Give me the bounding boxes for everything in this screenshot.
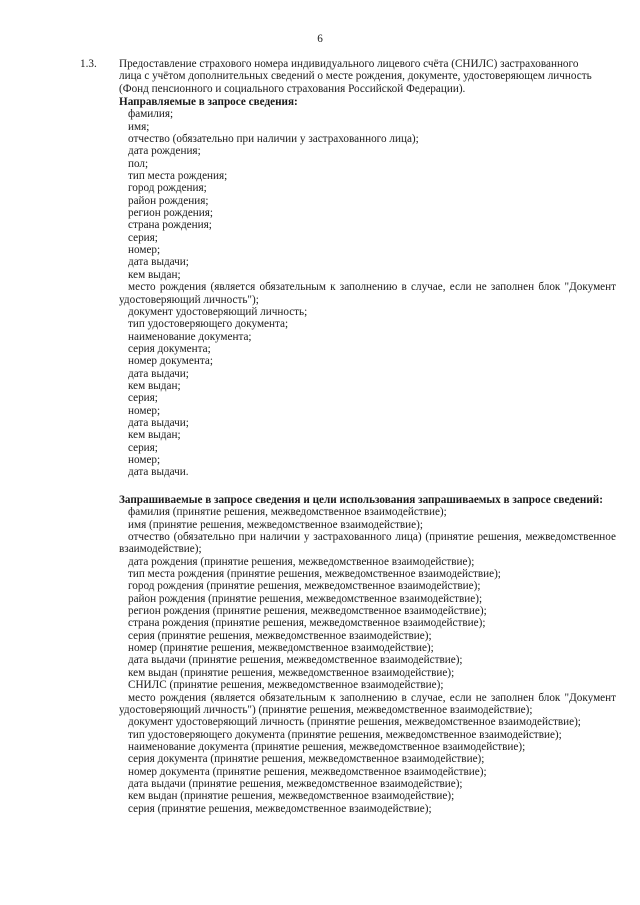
list-item: номер документа; [128, 355, 213, 368]
list-item: тип удостоверяющего документа (принятие решения, межведомственное взаимодействие); [128, 728, 562, 741]
list-item: фамилия; [128, 108, 174, 121]
list-item: город рождения (принятие решения, межведомственное взаимодействие); [128, 580, 481, 593]
list-item: дата выдачи; [128, 416, 189, 429]
requested-info-heading: Направляемые в запросе сведения: [119, 96, 298, 108]
list-item: регион рождения (принятие решения, межведомственное взаимодействие); [128, 605, 487, 618]
list-item: дата выдачи; [128, 256, 189, 269]
list-item: регион рождения; [128, 207, 214, 220]
list-item: наименование документа; [128, 330, 252, 343]
list-item: дата выдачи (принятие решения, межведомственное взаимодействие); [128, 654, 463, 667]
list-item: кем выдан; [128, 379, 181, 392]
list-item: серия (принятие решения, межведомственное взаимодействие); [128, 629, 432, 642]
page-number: 6 [317, 33, 323, 45]
list-item: дата выдачи (принятие решения, межведомственное взаимодействие); [128, 777, 463, 790]
list-item: место рождения (является обязательным к заполнению в случае, если не заполнен блок "Документ удостоверяющий личность"); [119, 281, 616, 306]
list-item: номер; [128, 244, 161, 257]
requested-info-list [119, 108, 616, 478]
list-item: тип места рождения; [128, 170, 228, 183]
list-item: отчество (обязательно при наличии у застрахованного лица) (принятие решения, межведомственное взаимодействие); [119, 531, 616, 556]
list-item: номер (принятие решения, межведомственное взаимодействие); [128, 642, 434, 655]
list-item: номер; [128, 404, 161, 417]
list-item: тип места рождения (принятие решения, межведомственное взаимодействие); [128, 568, 501, 581]
list-item: город рождения; [128, 182, 207, 195]
list-item: наименование документа (принятие решения, межведомственное взаимодействие); [128, 740, 526, 753]
queried-info-list [119, 506, 616, 815]
list-item: страна рождения; [128, 219, 212, 232]
section-number: 1.3. [80, 58, 97, 70]
list-item: дата выдачи; [128, 367, 189, 380]
list-item: отчество (обязательно при наличии у застрахованного лица); [128, 133, 419, 146]
list-item: фамилия (принятие решения, межведомственное взаимодействие); [128, 506, 447, 519]
list-item: СНИЛС (принятие решения, межведомственное взаимодействие); [128, 679, 444, 692]
list-item: кем выдан (принятие решения, межведомственное взаимодействие); [128, 666, 455, 679]
list-item: место рождения (является обязательным к заполнению в случае, если не заполнен блок "Документ удостоверяющий личность") (принятие решения, межведомственное взаимодействие); [119, 691, 616, 716]
list-item: район рождения; [128, 194, 209, 207]
list-item: пол; [128, 157, 149, 170]
list-item: дата выдачи. [128, 466, 189, 479]
list-item: серия (принятие решения, межведомственное взаимодействие); [128, 802, 432, 815]
list-item: тип удостоверяющего документа; [128, 318, 289, 331]
queried-info-heading: Запрашиваемые в запросе сведения и цели использования запрашиваемых в запросе сведений: [119, 494, 603, 506]
list-item: район рождения (принятие решения, межведомственное взаимодействие); [128, 592, 483, 605]
list-item: серия документа; [128, 342, 211, 355]
list-item: документ удостоверяющий личность (принятие решения, межведомственное взаимодействие); [128, 716, 581, 729]
list-item: кем выдан; [128, 268, 181, 281]
section-title: Предоставление страхового номера индивидуального лицевого счёта (СНИЛС) застрахованного лица с учётом дополнительных сведений о месте рождения, документе, удостоверяющем личность (Фонд пенсионного и социального страхования Российской Федерации). [119, 58, 592, 95]
list-item: документ удостоверяющий личность; [128, 305, 308, 318]
queried-info-block [119, 494, 616, 815]
list-item: серия документа (принятие решения, межведомственное взаимодействие); [128, 753, 485, 766]
list-item: номер; [128, 453, 161, 466]
list-item: кем выдан; [128, 429, 181, 442]
list-item: кем выдан (принятие решения, межведомственное взаимодействие); [128, 790, 455, 803]
list-item: серия; [128, 231, 158, 244]
list-item: номер документа (принятие решения, межведомственное взаимодействие); [128, 765, 487, 778]
requested-info-block [119, 96, 616, 479]
list-item: дата рождения (принятие решения, межведомственное взаимодействие); [128, 555, 475, 568]
list-item: страна рождения (принятие решения, межведомственное взаимодействие); [128, 617, 486, 630]
list-item: серия; [128, 441, 158, 454]
list-item: имя (принятие решения, межведомственное взаимодействие); [128, 518, 423, 531]
list-item: серия; [128, 392, 158, 405]
list-item: имя; [128, 120, 150, 133]
list-item: дата рождения; [128, 145, 201, 158]
